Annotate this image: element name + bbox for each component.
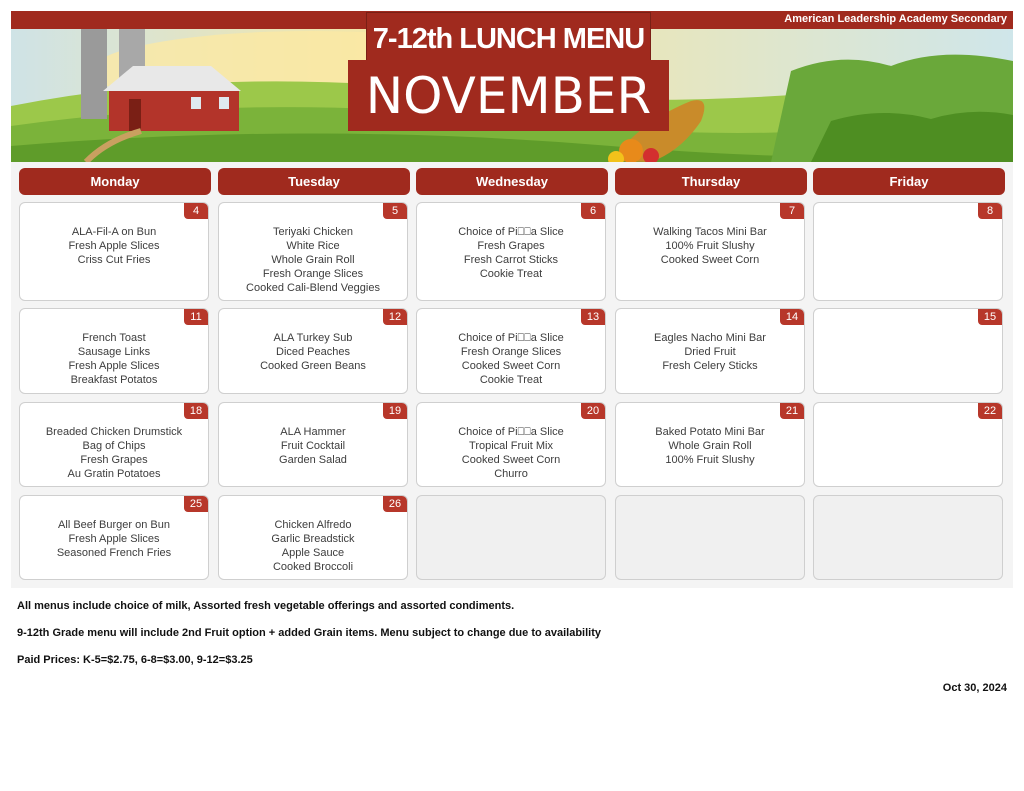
date-badge: 18 — [184, 403, 208, 419]
menu-day-cell — [19, 308, 209, 394]
menu-item: Fresh Orange Slices — [262, 268, 364, 280]
date-badge: 20 — [581, 403, 605, 419]
footer-note-grade: 9-12th Grade menu will include 2nd Fruit option + added Grain items. Menu subject to change due to availability — [17, 627, 602, 639]
date-badge: 13 — [581, 309, 605, 325]
date-badge: 12 — [383, 309, 407, 325]
menu-item: Tropical Fruit Mix — [469, 440, 553, 452]
menu-item: Fresh Apple Slices — [68, 360, 160, 372]
date-badge: 8 — [978, 203, 1002, 219]
menu-day-cell — [416, 495, 606, 580]
school-name: American Leadership Academy Secondary — [784, 13, 1007, 25]
menu-items-list — [417, 331, 605, 387]
date-badge: 19 — [383, 403, 407, 419]
menu-item: Dried Fruit — [684, 346, 736, 358]
menu-day-cell — [218, 202, 408, 301]
menu-day-cell — [19, 202, 209, 301]
menu-item: Walking Tacos Mini Bar — [653, 226, 767, 238]
date-badge: 6 — [581, 203, 605, 219]
menu-item: Fruit Cocktail — [280, 440, 346, 452]
menu-item: Fresh Grapes — [80, 454, 148, 466]
menu-item: Baked Potato Mini Bar — [655, 426, 765, 438]
menu-item: Cookie Treat — [479, 268, 543, 280]
menu-item: Breaded Chicken Drumstick — [45, 426, 183, 438]
menu-day-cell — [813, 202, 1003, 301]
menu-day-cell — [615, 402, 805, 487]
menu-item: Fresh Carrot Sticks — [463, 254, 559, 266]
menu-day-cell — [416, 402, 606, 487]
day-header-monday: Monday — [19, 168, 211, 195]
menu-item: Apple Sauce — [281, 547, 345, 559]
menu-items-list — [219, 518, 407, 574]
menu-items-list — [616, 225, 804, 267]
menu-items-list — [219, 425, 407, 467]
header-banner — [11, 11, 1013, 162]
menu-item: Choice of Pi⎕⎕a Slice — [458, 426, 564, 438]
date-badge: 25 — [184, 496, 208, 512]
date-badge: 15 — [978, 309, 1002, 325]
date-badge: 22 — [978, 403, 1002, 419]
date-badge: 7 — [780, 203, 804, 219]
menu-day-cell — [19, 495, 209, 580]
menu-day-cell — [416, 308, 606, 394]
menu-item: Sausage Links — [77, 346, 151, 358]
menu-item: Cooked Broccoli — [272, 561, 354, 573]
menu-items-list — [219, 225, 407, 295]
menu-item: ALA Hammer — [280, 426, 346, 438]
menu-day-cell — [416, 202, 606, 301]
menu-item: Breakfast Potatos — [70, 374, 158, 386]
menu-item: Teriyaki Chicken — [272, 226, 354, 238]
day-header-wednesday: Wednesday — [416, 168, 608, 195]
menu-item: Garlic Breadstick — [271, 533, 355, 545]
menu-item: Cooked Green Beans — [260, 360, 366, 372]
menu-item: Cooked Sweet Corn — [461, 454, 561, 466]
menu-day-cell — [615, 202, 805, 301]
menu-item: Whole Grain Roll — [668, 440, 752, 452]
menu-item: Criss Cut Fries — [77, 254, 151, 266]
menu-day-cell — [813, 402, 1003, 487]
menu-item: Fresh Orange Slices — [460, 346, 562, 358]
month-box — [348, 60, 669, 131]
menu-item: ALA-Fil-A on Bun — [71, 226, 157, 238]
menu-items-list — [20, 225, 208, 267]
day-header-thursday: Thursday — [615, 168, 807, 195]
menu-items-list — [417, 225, 605, 281]
month-title: NOVEMBER — [365, 66, 652, 125]
menu-item: Au Gratin Potatoes — [67, 468, 161, 480]
menu-item: 100% Fruit Slushy — [665, 454, 755, 466]
menu-item: Cooked Cali-Blend Veggies — [246, 282, 380, 294]
date-badge: 5 — [383, 203, 407, 219]
menu-item: Cookie Treat — [479, 374, 543, 386]
footer-prices: Paid Prices: K-5=$2.75, 6-8=$3.00, 9-12=$3.25 — [17, 654, 253, 666]
footer-date: Oct 30, 2024 — [942, 682, 1007, 694]
menu-item: Chicken Alfredo — [274, 519, 352, 531]
menu-item: Seasoned French Fries — [56, 547, 172, 559]
menu-items-list — [616, 425, 804, 467]
menu-day-cell — [218, 308, 408, 394]
menu-item: Choice of Pi⎕⎕a Slice — [458, 226, 564, 238]
menu-items-list — [417, 425, 605, 481]
menu-items-list — [219, 331, 407, 373]
menu-items-list — [20, 331, 208, 387]
menu-item: Bag of Chips — [82, 440, 146, 452]
menu-item: Fresh Apple Slices — [68, 533, 160, 545]
menu-item: Cooked Sweet Corn — [660, 254, 760, 266]
barn — [103, 66, 241, 131]
menu-item: 100% Fruit Slushy — [665, 240, 755, 252]
menu-day-cell — [218, 402, 408, 487]
menu-item: Whole Grain Roll — [271, 254, 355, 266]
menu-item: Diced Peaches — [276, 346, 350, 358]
menu-item: Fresh Grapes — [477, 240, 545, 252]
menu-item: Eagles Nacho Mini Bar — [654, 332, 766, 344]
menu-item: Cooked Sweet Corn — [461, 360, 561, 372]
date-badge: 26 — [383, 496, 407, 512]
menu-item: Choice of Pi⎕⎕a Slice — [458, 332, 564, 344]
menu-day-cell — [19, 402, 209, 487]
date-badge: 14 — [780, 309, 804, 325]
footer-note-milk: All menus include choice of milk, Assorted fresh vegetable offerings and assorted condiments. — [17, 600, 515, 612]
menu-day-cell — [615, 495, 805, 580]
day-header-tuesday: Tuesday — [218, 168, 410, 195]
date-badge: 4 — [184, 203, 208, 219]
menu-day-cell — [218, 495, 408, 580]
menu-item: Garden Salad — [279, 454, 347, 466]
day-header-friday: Friday — [813, 168, 1005, 195]
menu-item: All Beef Burger on Bun — [58, 519, 170, 531]
menu-item: Fresh Celery Sticks — [662, 360, 758, 372]
menu-day-cell — [813, 308, 1003, 394]
menu-item: French Toast — [82, 332, 146, 344]
menu-item: ALA Turkey Sub — [273, 332, 353, 344]
menu-items-list — [20, 518, 208, 560]
menu-item: Churro — [494, 468, 528, 480]
date-badge: 21 — [780, 403, 804, 419]
menu-items-list — [20, 425, 208, 481]
menu-item: White Rice — [286, 240, 340, 252]
menu-items-list — [616, 331, 804, 373]
menu-day-cell — [615, 308, 805, 394]
menu-title: 7-12th LUNCH MENU — [372, 22, 645, 55]
menu-day-cell — [813, 495, 1003, 580]
title-box — [366, 12, 651, 66]
menu-item: Fresh Apple Slices — [68, 240, 160, 252]
date-badge: 11 — [184, 309, 208, 325]
